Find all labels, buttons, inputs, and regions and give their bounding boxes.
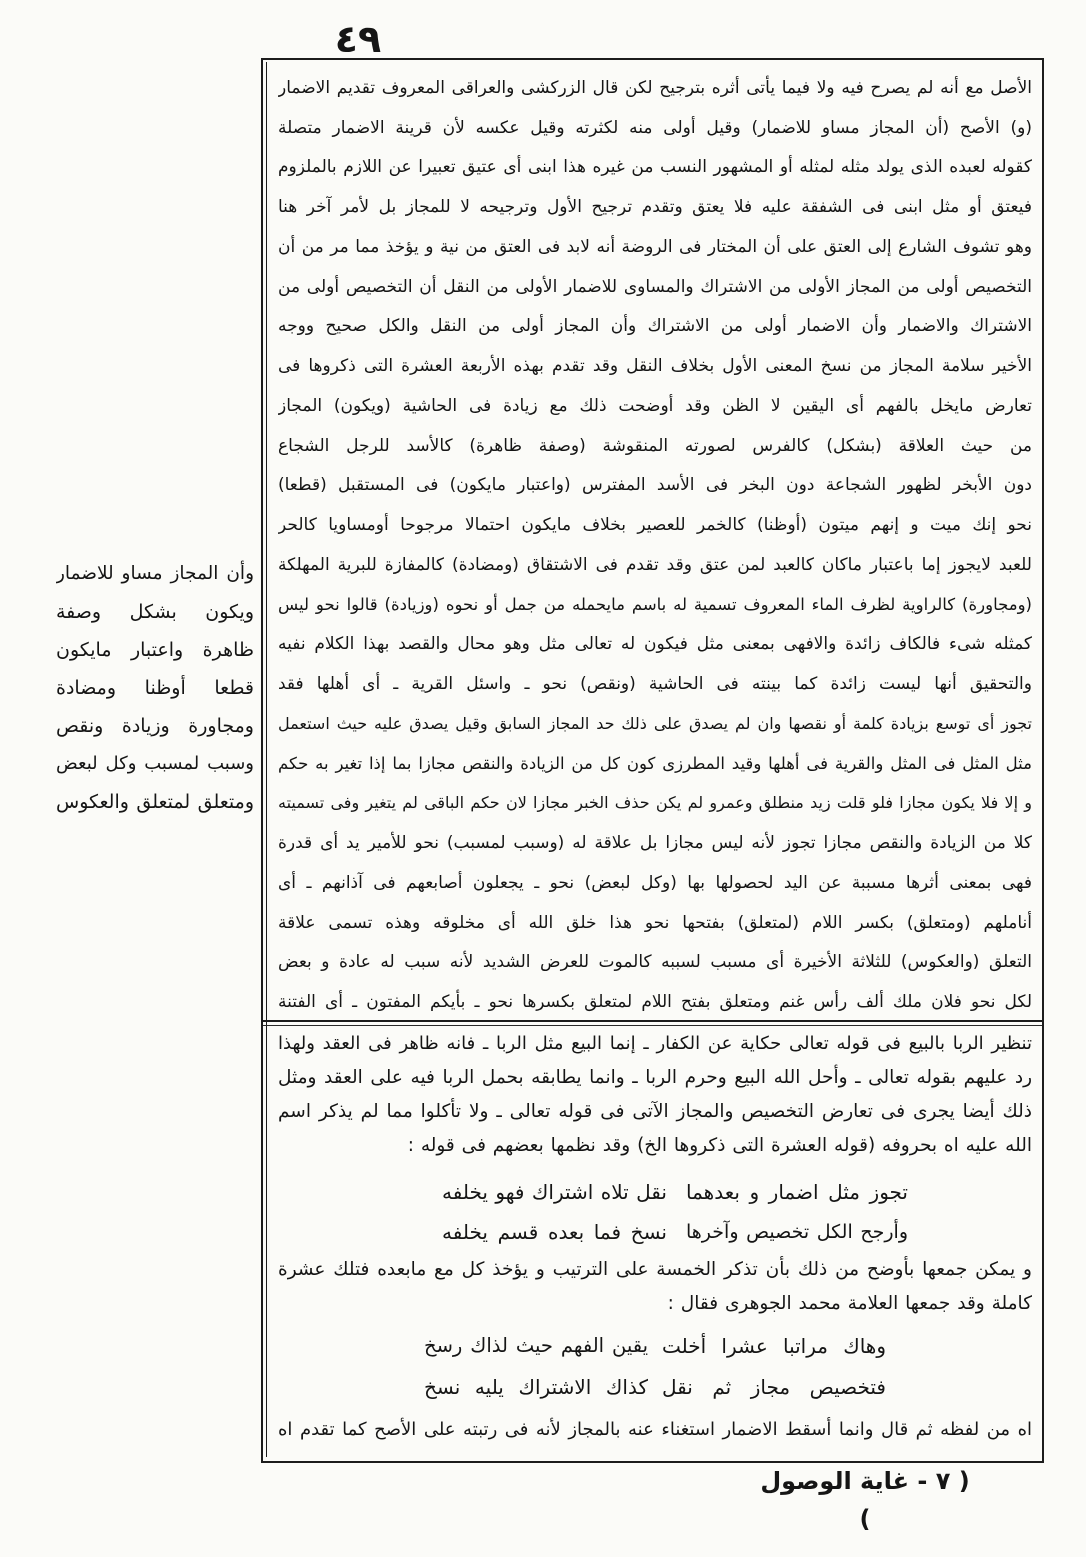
footnote-line: ذلك أيضا يجرى فى تعارض التخصيص والمجاز الآتى فى قوله تعالى ـ ولا تأكلوا مما لم يذكر اسم <box>278 1101 1032 1122</box>
poem-hemistich-left: يقين الفهم حيث لذاك رسخ <box>424 1334 648 1357</box>
main-text-line: تجوز أى توسع بزيادة كلمة أو نقصها وان لم يصدق على ذلك حد المجاز السابق وقيل يصدق عليه حيث استعمل <box>278 714 1032 733</box>
poem-hemistich-right: وهاك مراتبا عشرا أخلت <box>662 1334 886 1358</box>
poem-hemistich-right: وأرجح الكل تخصيص وآخرها <box>686 1221 908 1243</box>
main-text-line: الأخير سلامة المجاز من نسخ المعنى الأول بخلاف النقل وقد تقدم بهذه الأربعة العشرة التى ذكروها فى <box>278 356 1032 376</box>
footnote-line: الله عليه اه بحروفه (قوله العشرة التى ذكروها الخ) وقد نظمها بعضهم فى قوله : <box>407 1135 1032 1156</box>
margin-text-line: وأن المجاز مساو للاضمار <box>56 563 254 584</box>
footnote-line: اه من لفظه ثم قال وانما أسقط الاضمار استغناء عنه بالمجاز لأنه فى رتبته على الأصح كما تقدم اه <box>278 1419 1032 1440</box>
main-text-line: للعبد لايجوز إما باعتبار ماكان كالعبد لمن عتق وقد تقدم فى الاشتقاق (ومضادة) كالمفازة للبرية المهلكة <box>278 555 1032 575</box>
main-text-line: الأصل مع أنه لم يصرح فيه ولا فيما يأتى أثره بترجيح لكن قال الزركشى والعراقى المعروف تقديم الاضمار <box>278 78 1032 98</box>
main-text-line: الاشتراك والاضمار وأن الاضمار أولى من الاشتراك وأن المجاز أولى من النقل والكل صحيح ووجه <box>278 316 1032 336</box>
main-text-line: دون الأبخر لظهور الشجاعة دون البخر فى الأسد المفترس (واعتبار مايكون) فى المستقبل (قطعا) <box>278 475 1032 495</box>
footnote-line: رد عليهم بقوله تعالى ـ وأحل الله البيع وحرم الربا ـ وانما يطابقه بحمل الربا فيه على العقد ومثل <box>278 1067 1032 1088</box>
main-text-line: تعارض مايخل بالفهم أى اليقين لا الظن وقد أوضحت ذلك مع زيادة فى الحاشية (ويكون) المجاز <box>278 396 1032 416</box>
poem-hemistich-left: نقل تلاه اشتراك فهو يخلفه <box>442 1180 667 1204</box>
main-text-line: أناملهم (ومتعلق) بكسر اللام (لمتعلق) بفتحها نحو هذا خلق الله أى مخلوقه وهذه تسمى علاقة <box>278 913 1032 933</box>
main-text-line: كمثله شىء فالكاف زائدة والافهى بمعنى مثل فيكون له تعالى مثل وهو محال والقصد بهذا الكلام نفيه <box>278 634 1032 654</box>
main-text-line: التعلق (والعكوس) للثلاثة الأخيرة أى مسبب لسببه كالموت للعرض الشديد لأنه سبب له عادة و بعض <box>278 952 1032 972</box>
margin-text-line: ومتعلق لمتعلق والعكوس <box>56 791 254 813</box>
main-text-line: مثل المثل فى المثل والقرية فى أهلها وقيد المطرزى كون كل من الزيادة والنقص مجازا بما إذا تغير به حكم <box>278 754 1032 773</box>
footnote-line: و يمكن جمعها بأوضح من ذلك بأن تذكر الخمسة على الترتيب و يؤخذ كل مع مابعده فتلك عشرة <box>278 1259 1032 1280</box>
margin-text-line: وسبب لمسبب وكل لبعض <box>56 753 254 774</box>
main-text-line: فيعتق أو مثل ابنى فى الشفقة عليه فلا يعتق وتقدم ترجيح الأول وترجيحه لا للمجاز بل لأمر آخر هنا <box>278 197 1032 217</box>
footnote-line: تنظير الربا بالبيع فى قوله تعالى حكاية عن الكفار ـ إنما البيع مثل الربا ـ فانه ظاهر فى العقد ولهذا <box>278 1033 1032 1054</box>
main-text-line: (و) الأصح (أن المجاز مساو للاضمار) وقيل أولى منه لكثرته وقيل عكسه لأن قرينة الاضمار متصلة <box>278 118 1032 138</box>
footnote-divider-thin <box>263 1025 1042 1026</box>
main-text-line: من حيث العلاقة (بشكل) كالفرس لصورته المنقوشة (وصفة ظاهرة) كالأسد للرجل الشجاع <box>278 436 1032 456</box>
main-text-line: و إلا فلا يكون مجازا فلو قلت زيد منطلق وعمرو لم يكن حذف الخبر مجازا لان حكم الباقى لم يتغير وفى تسميته <box>278 793 1032 812</box>
poem-hemistich-left: كذاك الاشتراك يليه نسخ <box>424 1375 648 1399</box>
signature-mark: ( ٧ - غاية الوصول ) <box>760 1467 970 1533</box>
margin-text-line: ومجاورة وزيادة ونقص <box>56 715 254 737</box>
margin-text-line: ظاهرة واعتبار مايكون <box>56 639 254 661</box>
poem-hemistich-right: تجوز مثل اضمار و بعدهما <box>686 1180 908 1204</box>
main-text-line: كلا من الزيادة والنقص مجازا تجوز لأنه ليس مجازا بل علاقة له (وسبب لمسبب) نحو للأمير يد أى قدرة <box>278 833 1032 853</box>
margin-text-line: قطعا أوظنا ومضادة <box>56 677 254 699</box>
margin-text-line: ويكون بشكل وصفة <box>56 601 254 623</box>
main-text-line: نحو إنك ميت و إنهم ميتون (أوظنا) كالخمر للعصير بخلاف مايكون احتمالا مرجوحا أومساويا كالحر <box>278 515 1032 535</box>
main-text-line: وهو تشوف الشارع إلى العتق على أن المختار فى الروضة أنه لابد فى العتق من نية و يؤخذ مما مر من أن <box>278 237 1032 257</box>
main-text-line: كقوله لعبده الذى يولد مثله لمثله أو المشهور النسب من غيره هذا ابنى أى عتيق تعبيرا عن اللازم بالملزوم <box>278 157 1032 177</box>
poem-hemistich-left: نسخ فما بعده قسم يخلفه <box>442 1220 667 1244</box>
poem-hemistich-right: فتخصيص مجاز ثم نقل <box>662 1375 886 1399</box>
main-text-line: التخصيص أولى من المجاز الأولى من الاشتراك والمساوى للاضمار الأولى من النقل أن التخصيص أولى من <box>278 277 1032 297</box>
main-text-line: لكل نحو فلان ملك ألف رأس غنم ومتعلق بفتح اللام لمتعلق بكسرها نحو ـ بأيكم المفتون ـ أى الفتنة <box>278 992 1032 1012</box>
page-number: ٤٩ <box>334 17 382 61</box>
page-frame-inner-rule <box>266 62 267 1457</box>
footnote-divider <box>263 1020 1042 1022</box>
main-text-line: فهى بمعنى أثرها مسببة عن اليد لحصولها بها (وكل لبعض) نحو ـ يجعلون أصابعهم فى آذانهم ـ أى <box>278 873 1032 893</box>
footnote-line: كاملة وقد جمعها العلامة محمد الجوهرى فقال : <box>667 1293 1032 1314</box>
main-text-line: والتحقيق أنها ليست زائدة كما بينته فى الحاشية (ونقص) نحو ـ واسئل القرية ـ أى أهلها فقد <box>278 674 1032 694</box>
main-text-line: (ومجاورة) كالراوية لظرف الماء المعروف تسمية له باسم مايحمله من جمل أو نحوه (وزيادة) قالوا نحو ليس <box>278 595 1032 614</box>
